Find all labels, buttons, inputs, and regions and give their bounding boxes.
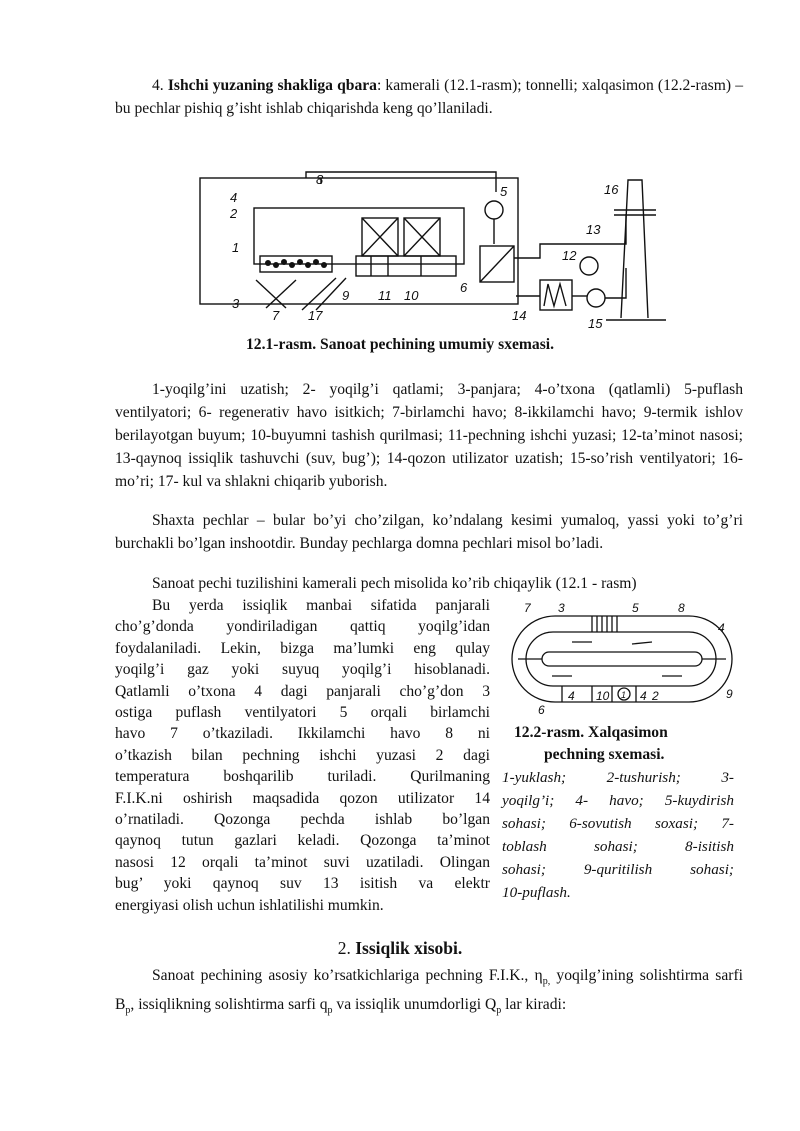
text-line: foydalaniladi. Lekin, bizga ma’lumki eng qulay	[115, 639, 490, 657]
text-line: havo 7 o’tkaziladi. Ikkilamchi havo 8 ni	[115, 725, 490, 743]
heading-number: 2.	[337, 938, 356, 958]
fig1-label-3: 3	[232, 296, 240, 311]
legend-12-2	[502, 766, 734, 904]
legend-line: 10-puflash.	[502, 884, 571, 901]
legend-line: sohasi; 6-sovutish soxasi; 7-	[502, 815, 734, 832]
fig1-label-17: 17	[308, 308, 323, 323]
paragraph-indicators	[115, 964, 743, 1022]
Q-subscript: p	[496, 1005, 502, 1017]
fig1-label-12: 12	[562, 248, 577, 263]
fig2-label-7: 7	[524, 601, 531, 615]
fig1-label-7: 7	[272, 308, 280, 323]
text-line: F.I.K.ni oshirish maqsadida qozon utilizator 14	[115, 789, 490, 807]
paragraph-legend-12-1: 1-yoqilg’ini uzatish; 2- yoqilg’i qatlami; 3-panjara; 4-o’txona (qatlamli) 5-puflash ventilyatori; 6- regenerativ havo isitkich; 7-birlamchi havo; 8-ikkilamchi havo; 9-termik ishlov berilayotgan buyum; 10-buyumni tashish qurilmasi; 11-pechning ishchi yuzasi; 12-ta’minot nasosi; 13-qaynoq issiqlik tashuvchi (suv, bug’); 14-qozon utilizator uzatish; 15-so’rish ventilyatori; 16-mo’ri; 17- kul va shlakni chiqarib yuborish.	[115, 381, 743, 490]
furnace-diagram	[196, 168, 676, 328]
fig1-label-16: 16	[604, 182, 619, 197]
fig2-label-4-bottom: 4	[568, 689, 575, 703]
text-line: Qatlamli o’txona 4 dagi panjarali cho’g’don 3	[115, 682, 490, 700]
figure-12-2	[502, 600, 742, 718]
ring-furnace-diagram	[502, 600, 742, 718]
figure-12-2-caption	[502, 722, 742, 766]
text-line: yoqilg’i gaz yoki suyuq yoqilg’i hisoblanadi.	[115, 661, 490, 679]
legend-line: toblash sohasi; 8-isitish	[502, 838, 734, 855]
eta-subscript: p,	[542, 976, 551, 988]
legend-line: yoqilg’i; 4- havo; 5-kuydirish	[502, 792, 734, 809]
legend-line: sohasi; 9-quritilish sohasi;	[502, 861, 734, 878]
fig1-label-2: 2	[230, 206, 238, 221]
text-run: lar kiradi:	[501, 996, 567, 1014]
text-run: Sanoat pechining asosiy ko’rsatkichlariga pechning F.I.K.,	[152, 967, 535, 984]
section-heading	[0, 938, 800, 959]
text-line: o’tkazish bilan pechning ishchi yuzasi 2 dagi	[115, 746, 490, 764]
text-line: cho’g’donda yondiriladigan qattiq yoqilg’idan	[115, 618, 490, 636]
paragraph-shaft-furnaces: Shaxta pechlar – bular bo’yi cho’zilgan, ko’ndalang kesimi yumaloq, yassi yoki to’g’ri burchakli bo’lgan inshootdir. Bunday pechlarga domna pechlari misol bo’ladi.	[115, 512, 743, 552]
fig2-label-4-mid: 4	[640, 689, 647, 703]
text-run: yoqilg’ining solishtirma sarfi B	[115, 967, 743, 1014]
fig2-label-1: 1	[621, 690, 627, 700]
item-text: : kamerali (12.1-rasm); tonnelli; xalqasimon (12.2-rasm) – bu pechlar pishiq g’isht ishlab chiqarishda keng qo’llaniladi.	[115, 77, 743, 117]
fig1-label-11: 11	[378, 288, 392, 303]
item-title: Ishchi yuzaning shakliga qbara	[167, 77, 377, 94]
fig2-label-10: 10	[596, 689, 610, 703]
caption-line: 12.2-rasm. Xalqasimon	[514, 724, 668, 741]
caption-line: pechning sxemasi.	[544, 746, 665, 763]
text-line: temperatura boshqarilib turiladi. Qurilmaning	[115, 768, 490, 786]
text-run: , issiqlikning solishtirma sarfi q	[130, 996, 328, 1014]
fig1-label-9: 9	[342, 288, 350, 303]
fig1-label-15: 15	[588, 316, 603, 328]
figure-12-1-caption: 12.1-rasm. Sanoat pechining umumiy sxemasi.	[246, 336, 554, 353]
text-line: ostiga puflash ventilyatori 5 orqali birlamchi	[115, 704, 490, 722]
text-line: nasosi 12 orqali ta’minot suvi uzatiladi. Olingan	[115, 853, 490, 871]
fig2-label-2: 2	[652, 689, 659, 703]
fig2-label-5: 5	[632, 601, 639, 615]
fig1-label-5: 5	[500, 184, 508, 199]
fig2-label-9: 9	[726, 687, 733, 701]
fig1-label-1: 1	[232, 240, 240, 255]
eta-symbol: η	[534, 967, 543, 984]
fig1-label-14: 14	[512, 308, 527, 323]
text-line: qaynoq tutun gazlari keladi. Qozonga ta’minot	[115, 832, 490, 850]
paragraph-furnace-types	[115, 74, 743, 120]
fig1-label-10: 10	[404, 288, 419, 303]
fig2-label-3: 3	[558, 601, 565, 615]
fig1-label-4: 4	[230, 190, 238, 205]
legend-line: 1-yuklash; 2-tushurish; 3-	[502, 769, 734, 786]
text-run: va issiqlik unumdorligi Q	[332, 996, 497, 1014]
text-line: o’rnatiladi. Qozonga pechda ishlab bo’lgan	[115, 811, 490, 829]
q-subscript: p	[327, 1005, 333, 1017]
heading-title: Issiqlik xisobi.	[355, 938, 463, 958]
text-line: bug’ yoki qaynoq suv 13 isitish va elektr	[115, 875, 490, 893]
fig1-label-13: 13	[586, 222, 601, 237]
text-line: energiyasi olish uchun ishlatilishi mumkin.	[115, 896, 384, 914]
fig2-label-4-right: 4	[718, 621, 725, 635]
paragraph-furnace-example: Sanoat pechi tuzilishini kamerali pech misolida ko’rib chiqaylik (12.1 - rasm)	[152, 575, 637, 592]
item-number: 4.	[152, 77, 168, 94]
figure-12-1	[196, 168, 676, 328]
b-subscript: p	[125, 1005, 131, 1017]
fig2-label-8: 8	[678, 601, 685, 615]
fig2-label-6: 6	[538, 703, 545, 717]
paragraph-description	[115, 595, 490, 916]
fig1-label-8: 8	[316, 172, 324, 187]
fig1-label-6: 6	[460, 280, 468, 295]
text-line: Bu yerda issiqlik manbai sifatida panjarali	[152, 597, 490, 614]
